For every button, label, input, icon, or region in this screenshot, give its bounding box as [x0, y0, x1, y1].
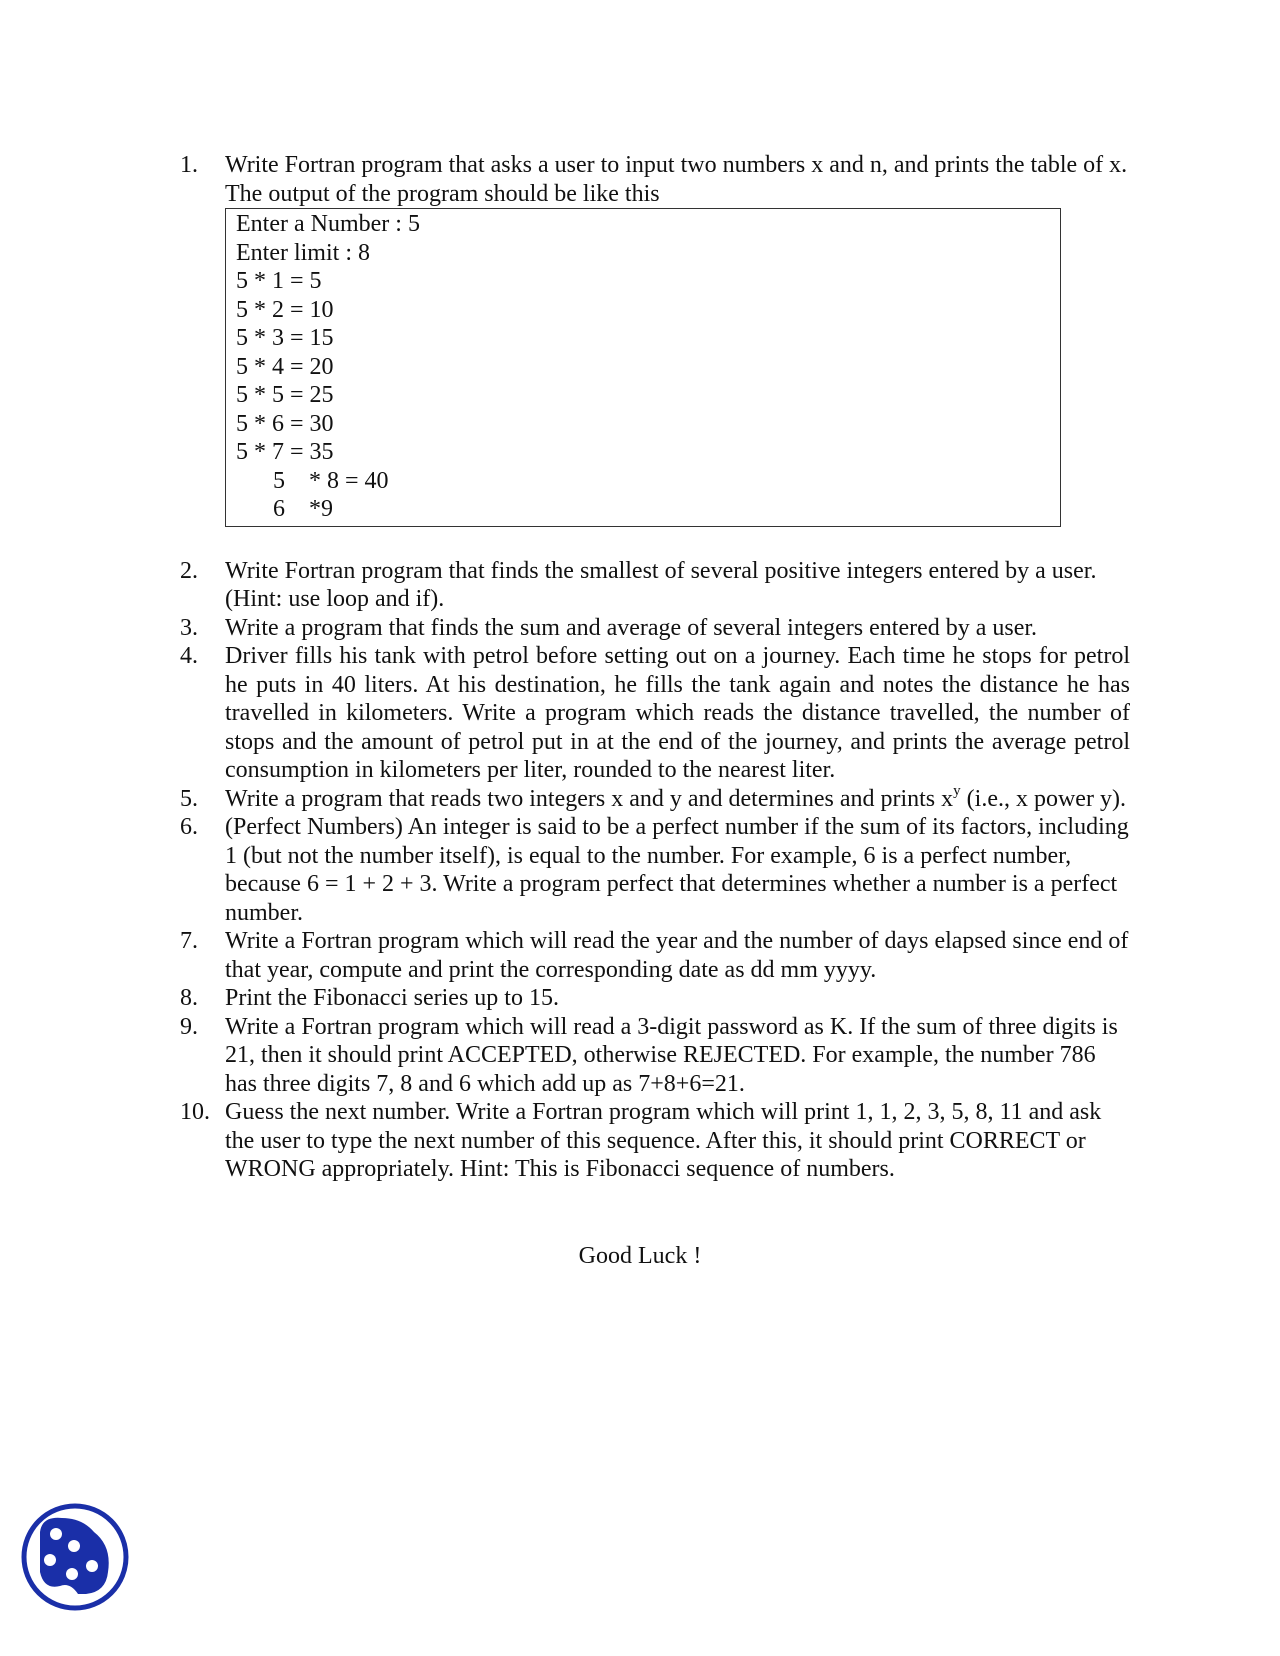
docsity-logo-icon: [20, 1502, 130, 1612]
output-line: Enter a Number : 5: [236, 211, 420, 237]
question-text: (Perfect Numbers) An integer is said to be a perfect number if the sum of its factors, including 1 (but not the number itself), is equal to the number. For example, 6 is a perfect number, because 6 = 1 + 2 + 3. Write a program perfect that determines whether a number is a perfect number.: [225, 814, 1129, 926]
question-text: Write Fortran program that finds the smallest of several positive integers entered by a user. (Hint: use loop and if).: [225, 557, 1097, 612]
question-number: 4.: [180, 643, 198, 669]
question-text-part: Write a program that reads two integers x and y and determines and prints x: [225, 785, 954, 812]
question-number: 6.: [180, 814, 198, 840]
output-line: 5 * 7 = 35: [236, 439, 334, 465]
output-line: Enter limit : 8: [236, 239, 370, 266]
question-item-5: [180, 782, 1130, 814]
question-item-2: [180, 557, 1130, 614]
question-number: 1.: [180, 152, 198, 178]
question-item-4: [180, 642, 1130, 785]
spacer: [225, 527, 1130, 557]
question-number: 3.: [180, 614, 198, 641]
question-text-part: (i.e., x power y).: [960, 785, 1126, 812]
output-line: 5 * 1 = 5: [236, 268, 322, 294]
output-line: 5 * 6 = 30: [236, 410, 334, 437]
sample-output-box: [225, 208, 1061, 527]
question-item-7: [180, 927, 1130, 984]
question-text: Write a program that finds the sum and average of several integers entered by a user.: [225, 614, 1038, 641]
question-item-6: [180, 813, 1130, 927]
question-item-8: [180, 984, 1130, 1013]
question-text: Write Fortran program that asks a user to input two numbers x and n, and prints the table of x. The output of the program should be like this: [225, 152, 1128, 207]
question-number: 10.: [180, 1099, 210, 1125]
superscript: y: [953, 782, 961, 799]
output-line: 5 * 5 = 25: [236, 382, 334, 408]
question-item-3: [180, 614, 1130, 643]
question-text: Write a Fortran program which will read the year and the number of days elapsed since end of that year, compute and print the corresponding date as dd mm yyyy.: [225, 928, 1129, 983]
question-number: 2.: [180, 557, 198, 584]
question-number: 9.: [180, 1013, 198, 1040]
question-number: 7.: [180, 928, 198, 954]
question-item-1: [180, 151, 1130, 557]
question-text: Guess the next number. Write a Fortran program which will print 1, 1, 2, 3, 5, 8, 11 and ask the user to type the next number of this sequence. After this, it should print CORRECT or WRONG appropriately. Hint: This is Fibonacci sequence of numbers.: [225, 1099, 1102, 1182]
closing-text: Good Luck !: [578, 1243, 702, 1269]
closing-line: [0, 1243, 1280, 1270]
output-line-indented: 5 * 8 = 40: [273, 467, 389, 494]
question-list: [180, 151, 1130, 1184]
question-text: Driver fills his tank with petrol before setting out on a journey. Each time he stops for petrol he puts in 40 liters. At his destination, he fills the tank again and notes the distance he has travelled in kilometers. Write a program which reads the distance travelled, the number of stops and the amount of petrol put in at the end of the journey, and prints the average petrol consumption in kilometers per liter, rounded to the nearest liter.: [225, 643, 1130, 783]
question-number: 8.: [180, 985, 198, 1011]
question-item-10: [180, 1098, 1130, 1184]
question-item-9: [180, 1013, 1130, 1099]
output-line: 5 * 3 = 15: [236, 325, 334, 351]
question-text: Print the Fibonacci series up to 15.: [225, 985, 559, 1011]
question-number: 5.: [180, 785, 198, 812]
output-line: 5 * 2 = 10: [236, 296, 334, 323]
output-line-indented: 6 *9: [273, 496, 333, 522]
question-text: [225, 782, 1130, 814]
output-line: 5 * 4 = 20: [236, 353, 334, 380]
question-text: Write a Fortran program which will read a 3-digit password as K. If the sum of three digits is 21, then it should print ACCEPTED, otherwise REJECTED. For example, the number 786 has three digits 7, 8 and 6 which add up as 7+8+6=21.: [225, 1013, 1118, 1097]
